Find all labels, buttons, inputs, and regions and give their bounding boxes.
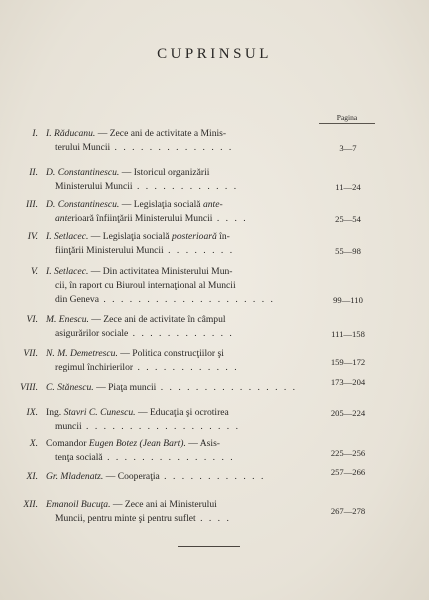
entry-title-line: — Educaţia şi ocrotirea [135,407,229,418]
entry-pages: 99—110 [333,295,363,305]
entry-title-line: — Asis- [185,438,221,449]
entry-author-prefix: Emanoil [46,499,81,510]
entry-title-line: Muncii, pentru minte şi pentru suflet [55,513,196,524]
entry-title-line: muncii [55,421,82,432]
entry-number: VI. [26,314,38,325]
entry-author: I. Setlacec. [46,231,89,242]
entry-title-line: terului Muncii [55,142,111,153]
entry-title-line: — Din activitatea Ministerului Mun- [88,266,233,277]
entry-title-line: — Legislaţia socială [119,199,203,210]
entry-author: I. Setlacec. [46,266,89,277]
entry-pages: 3—7 [339,143,357,153]
entry-title-line: Ministerului Muncii [55,181,133,192]
entry-title-line: rioară înfiinţării Ministerului Muncii [71,213,213,224]
entry-author: Bucuţa. [80,499,111,510]
document-page: CUPRINSUL Pagina I. I. Răducanu. — Zece ani de activitate a Minis- terului Muncii . . . . . . . . . . . . . . 3—7 II. D. Constantinescu. — Istoricul organizării Ministerului Muncii . . . . . . . . . . . . 11—24 III. D. Constantinescu. — Legislaţia socială ante- anterioară înfiinţării Ministerului Muncii . . . . 25—54 IV. I. Setlacec. — Legislaţia socială posterioară în- fiinţării Ministerului Muncii . . . . . . . . 55—98 V. I. Setlacec. — Din activitatea Ministerului Mun- cii, în raport cu Biuroul internaţional al Muncii din Geneva . . . . . . . . . . . . . . . . . . . . 99—110 VI. M. Enescu. — Zece ani de activitate în câmpul asigurărilor sociale . . . . . . . . . . . . 111—158 VII. N. M. Demetrescu. — Politica construcţiilor şi regimul închirierilor . . . . . . . . . . . . 159—172 VIII. C. Stănescu. — Piaţa muncii . . . . . . . . . . . . . . . . 173—204 IX. Ing. Stavri C. Cunescu. — Educaţia şi ocrotirea muncii . . . . . . . . . . . . . . . . . . 205—224 X. Comandor Eugen Botez (Jean Bart). — Asis- tenţa socială . . . . . . . . . . . . . . . 225—256 XI. Gr. Mladenatz. — Cooperaţia . . . . . . . . . . . . 257—266 XII. Emanoil Bucuţa. — Zece ani ai Ministerului Muncii, pentru minte şi pentru suflet . . . . 267—278 [0,0,429,600]
entry-number: XI. [26,471,38,482]
entry-pages: 205—224 [330,408,366,418]
entry-title-emphasis: ante- [202,199,223,210]
entry-author: M. Enescu. [46,314,89,325]
entry-title-line: regimul închirierilor [55,362,134,373]
page-title: CUPRINSUL [157,46,272,62]
entry-number: II. [29,167,38,178]
entry-pages: 257—266 [330,467,366,477]
entry-title-emphasis-tail: în- [216,231,230,242]
entry-number: I. [32,128,38,139]
entry-number: III. [26,199,38,210]
entry-author: Eugen Botez (Jean Bart). [88,438,186,449]
entry-title-line: — Politica construcţiilor şi [117,348,224,359]
entry-title-line: — Piaţa muncii [93,382,157,393]
entry-number: IX. [26,407,38,418]
entry-pages: 225—256 [330,448,366,458]
entry-author: I. Răducanu. [46,128,96,139]
entry-pages: 55—98 [335,246,361,256]
entry-title-line: — Zece ani de activitate a Minis- [95,128,227,139]
entry-title-line: — Legislaţia socială [88,231,173,242]
entry-title-emphasis: ante [55,213,72,224]
entry-title-line: din Geneva [55,294,99,305]
entry-number: XII. [23,499,38,510]
entry-pages: 267—278 [330,506,366,516]
entry-author-prefix: Ing. [46,407,64,418]
entry-number: VIII. [20,382,38,393]
entry-pages: 159—172 [330,357,366,367]
entry-title-line: — Istoricul organizării [119,167,210,178]
entry-author: N. M. Demetrescu. [46,348,118,359]
entry-pages: 173—204 [330,377,366,387]
pages-column-header: Pagina [319,113,375,124]
entry-pages: 11—24 [335,182,361,192]
entry-title-line: asigurărilor sociale [55,328,129,339]
entry-author: D. Constantinescu. [46,167,120,178]
entry-author: C. Stănescu. [46,382,94,393]
entry-title-line: fiinţării Ministerului Muncii [55,245,164,256]
entry-number: V. [30,266,38,277]
entry-pages: 25—54 [335,214,361,224]
entry-title-line: — Cooperaţia [103,471,160,482]
entry-number: VII. [23,348,38,359]
entry-title-line: — Zece ani ai Ministerului [110,499,217,510]
entry-author: D. Constantinescu. [46,199,120,210]
entry-pages: 111—158 [331,329,365,339]
entry-number: IV. [27,231,38,242]
entry-number: X. [29,438,38,449]
entry-title-line: cii, în raport cu Biuroul internaţional al Muncii [55,280,236,291]
entry-title-emphasis: posterioară [172,231,217,242]
entry-title-line: — Zece ani de activitate în câmpul [88,314,226,325]
entry-title-line: tenţa socială [55,452,103,463]
entry-author: Gr. Mladenatz. [46,471,104,482]
entry-author: Stavri C. Cunescu. [63,407,136,418]
entry-author-prefix: Comandor [46,438,89,449]
closing-rule [178,546,240,547]
